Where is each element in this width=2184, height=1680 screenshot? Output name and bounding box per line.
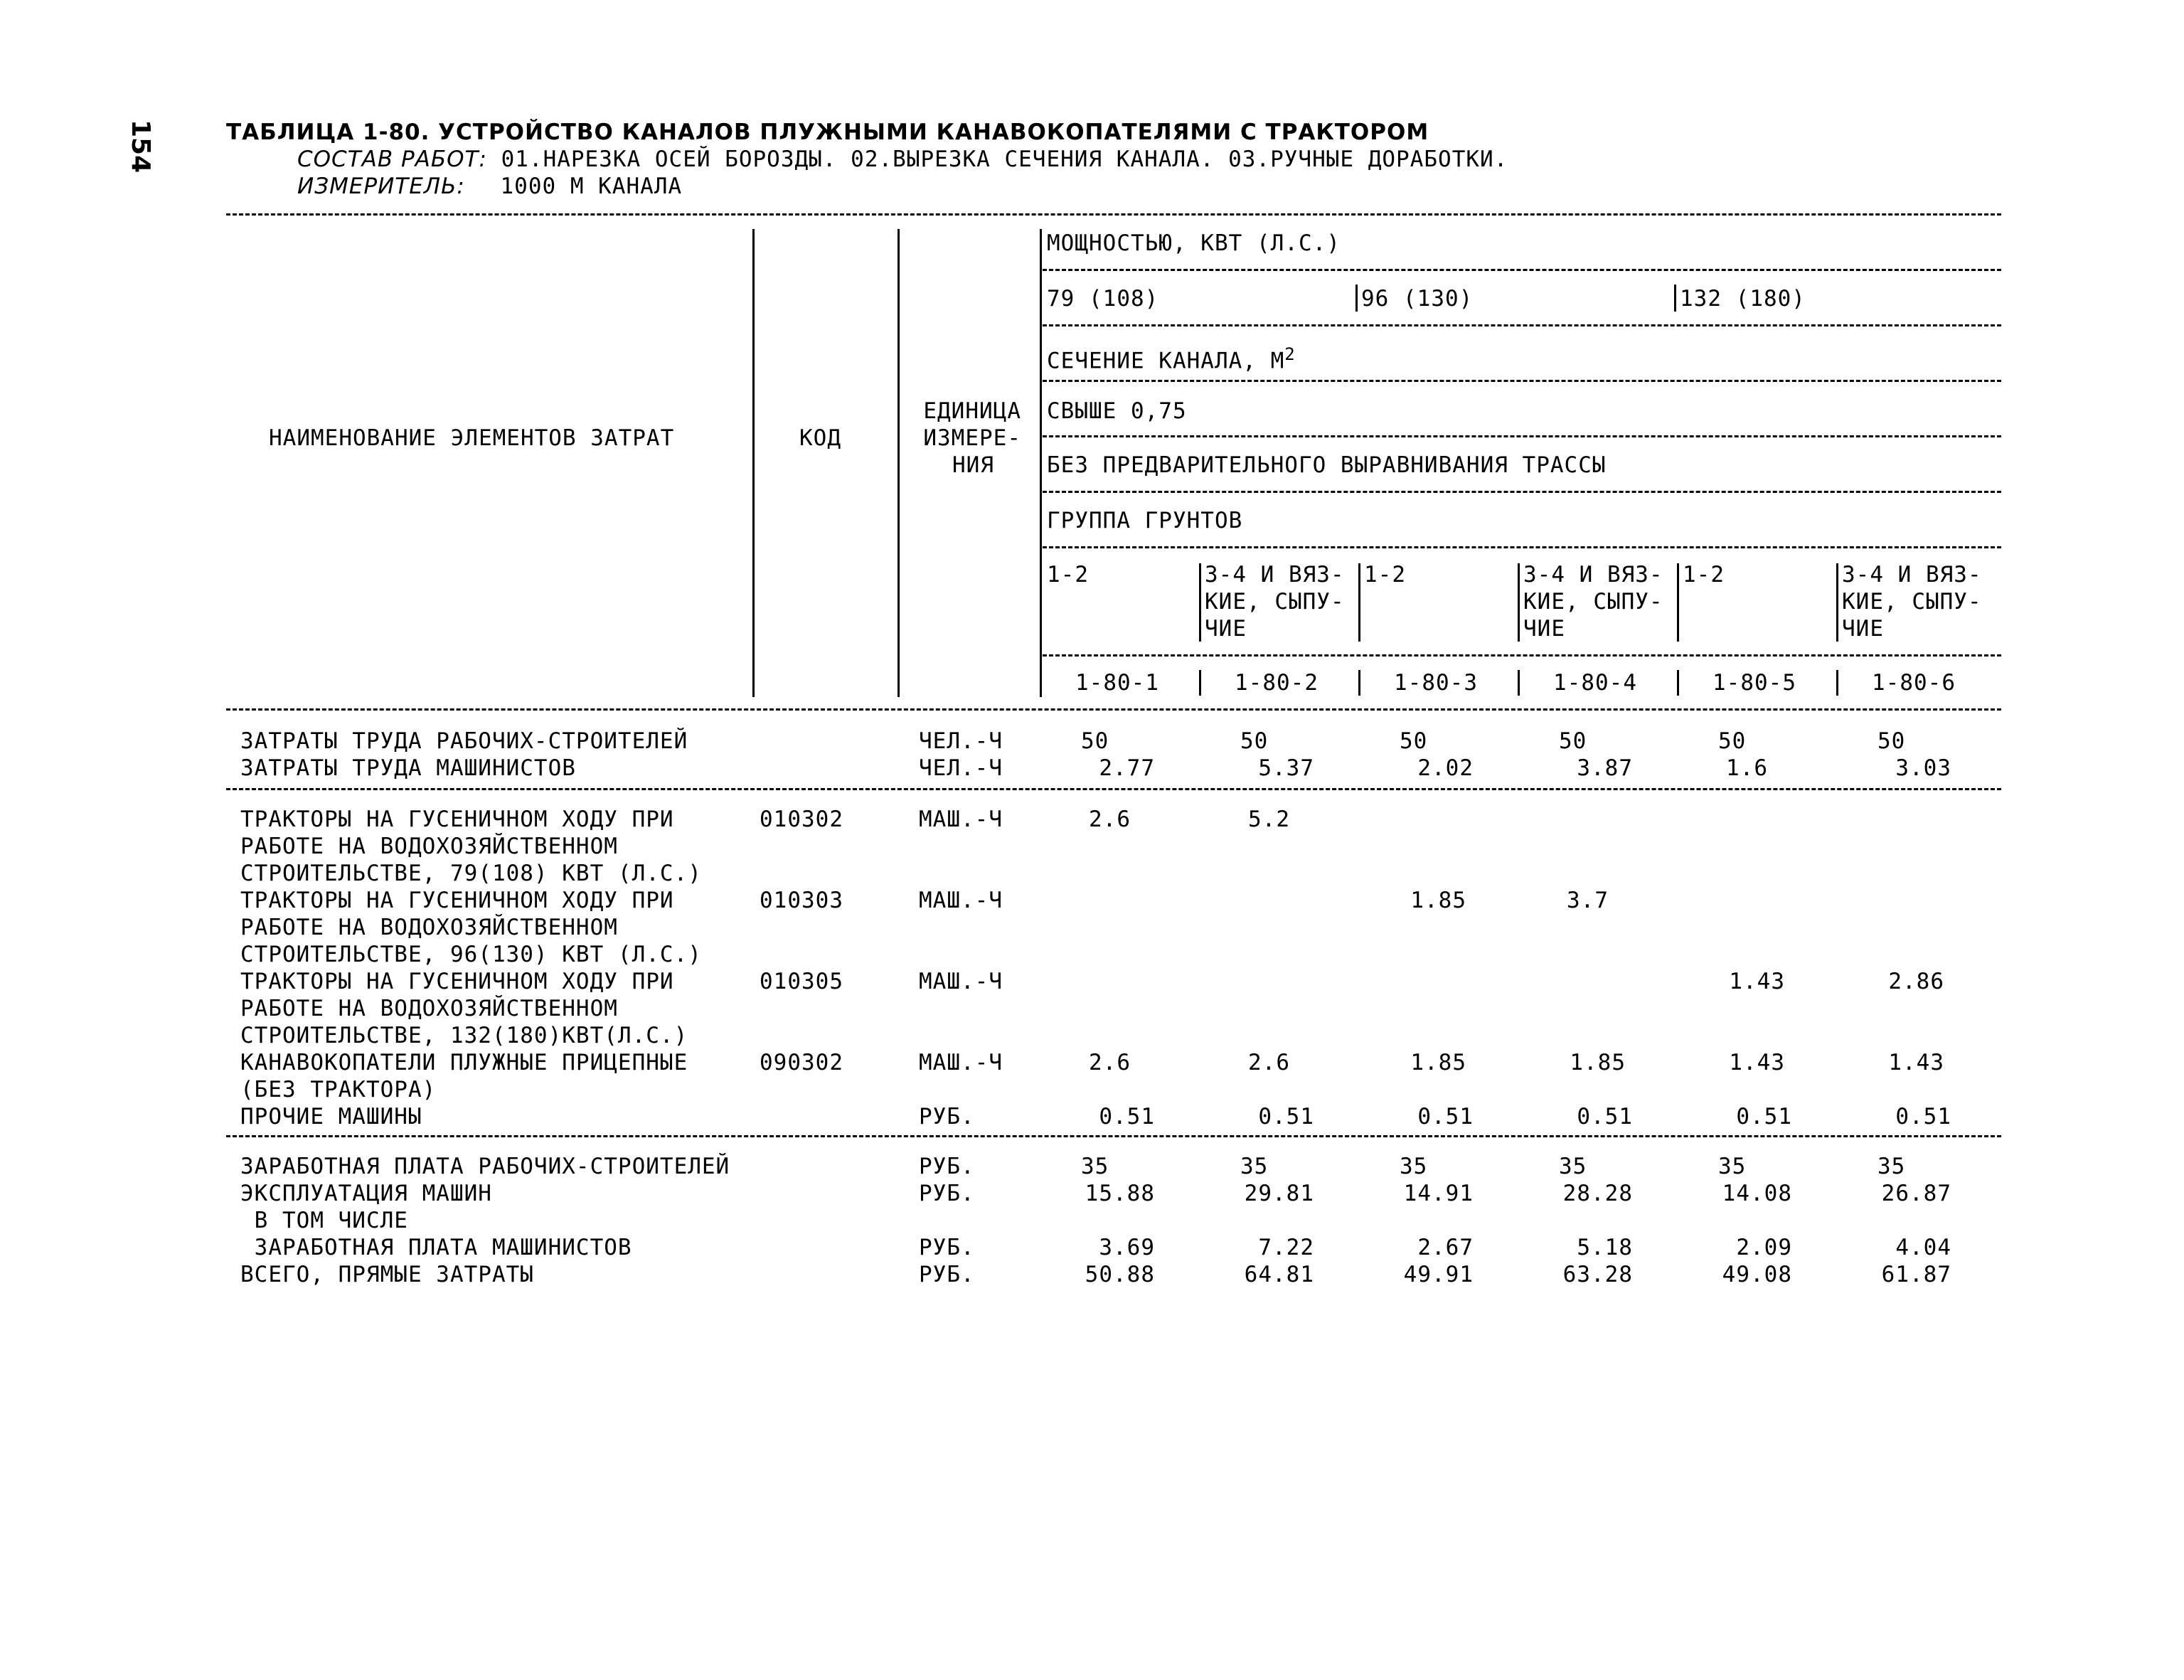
cost-row-1-unit: РУБ. bbox=[919, 1154, 975, 1179]
machine-row-2-v4: 3.7 bbox=[1567, 888, 1609, 913]
soil-b-3-l2: КИЕ, СЫПУ- bbox=[1842, 589, 1982, 615]
header-power: МОЩНОСТЬЮ, КВТ (Л.С.) bbox=[1047, 230, 1341, 256]
machine-row-1-name-3: СТРОИТЕЛЬСТВЕ, 79(108) КВТ (Л.С.) bbox=[240, 861, 702, 886]
cost-row-1-name: ЗАРАБОТНАЯ ПЛАТА РАБОЧИХ-СТРОИТЕЛЕЙ bbox=[240, 1154, 730, 1179]
soil-b-1-l2: КИЕ, СЫПУ- bbox=[1205, 589, 1345, 615]
cost-row-4-v4: 5.18 bbox=[1577, 1235, 1633, 1260]
machine-row-1-unit: МАШ.-Ч bbox=[919, 807, 1003, 832]
machine-row-1-name-1: ТРАКТОРЫ НА ГУСЕНИЧНОМ ХОДУ ПРИ bbox=[240, 807, 674, 832]
header-unit-2: ИЗМЕРЕ- bbox=[923, 425, 1021, 451]
code-3: 1-80-3 bbox=[1394, 670, 1478, 696]
table-title: ТАБЛИЦА 1-80. УСТРОЙСТВО КАНАЛОВ ПЛУЖНЫМИ КАНАВОКОПАТЕЛЯМИ С ТРАКТОРОМ bbox=[226, 119, 1429, 145]
cost-row-3-name: В ТОМ ЧИСЛЕ bbox=[240, 1208, 408, 1233]
header-soil-group: ГРУППА ГРУНТОВ bbox=[1047, 508, 1243, 533]
labor-row-1-v1: 50 bbox=[1081, 728, 1109, 754]
labor-row-1-v6: 50 bbox=[1877, 728, 1906, 754]
machine-row-5-v4: 0.51 bbox=[1577, 1104, 1633, 1129]
header-code: КОД bbox=[799, 425, 841, 451]
labor-row-1-name: ЗАТРАТЫ ТРУДА РАБОЧИХ-СТРОИТЕЛЕЙ bbox=[240, 728, 688, 754]
soil-divider-3 bbox=[1518, 563, 1520, 642]
labor-row-2-unit: ЧЕЛ.-Ч bbox=[919, 755, 1003, 781]
machine-row-2-code: 010303 bbox=[760, 888, 843, 913]
cost-row-4-v6: 4.04 bbox=[1895, 1235, 1951, 1260]
machine-row-1-v2: 5.2 bbox=[1248, 807, 1290, 832]
soil-divider-1 bbox=[1199, 563, 1201, 642]
labor-row-2-v5: 1.6 bbox=[1726, 755, 1768, 781]
cost-row-2-v1: 15.88 bbox=[1085, 1181, 1155, 1206]
soil-divider-5 bbox=[1836, 563, 1838, 642]
machine-row-3-name-1: ТРАКТОРЫ НА ГУСЕНИЧНОМ ХОДУ ПРИ bbox=[240, 969, 674, 994]
soil-divider-4 bbox=[1677, 563, 1679, 642]
cost-row-1-v6: 35 bbox=[1877, 1154, 1906, 1179]
cost-row-5-v2: 64.81 bbox=[1244, 1262, 1314, 1287]
cost-row-1-v1: 35 bbox=[1081, 1154, 1109, 1179]
cost-row-4-v5: 2.09 bbox=[1736, 1235, 1792, 1260]
machine-row-2-name-3: СТРОИТЕЛЬСТВЕ, 96(130) КВТ (Л.С.) bbox=[240, 942, 702, 967]
code-1: 1-80-1 bbox=[1075, 670, 1159, 696]
machine-row-1-v1: 2.6 bbox=[1089, 807, 1131, 832]
machine-row-4-v4: 1.85 bbox=[1570, 1050, 1626, 1075]
cost-row-2-v2: 29.81 bbox=[1244, 1181, 1314, 1206]
machine-row-5-unit: РУБ. bbox=[919, 1104, 975, 1129]
cost-row-4-v3: 2.67 bbox=[1417, 1235, 1474, 1260]
soil-b-3-l3: ЧИЕ bbox=[1842, 616, 1884, 642]
cost-row-4-name: ЗАРАБОТНАЯ ПЛАТА МАШИНИСТОВ bbox=[240, 1235, 632, 1260]
header-over: СВЫШЕ 0,75 bbox=[1047, 398, 1187, 424]
machine-row-4-code: 090302 bbox=[760, 1050, 843, 1075]
cost-row-2-v5: 14.08 bbox=[1722, 1181, 1792, 1206]
page-number: 154 bbox=[126, 119, 155, 174]
cost-row-2-name: ЭКСПЛУАТАЦИЯ МАШИН bbox=[240, 1181, 492, 1206]
soil-b-2-l1: 3-4 И ВЯЗ- bbox=[1523, 562, 1663, 588]
labor-row-2-name: ЗАТРАТЫ ТРУДА МАШИНИСТОВ bbox=[240, 755, 576, 781]
header-no-leveling: БЕЗ ПРЕДВАРИТЕЛЬНОГО ВЫРАВНИВАНИЯ ТРАССЫ bbox=[1047, 452, 1607, 478]
labor-bottom-rule bbox=[226, 788, 2001, 790]
code-divider-5 bbox=[1836, 670, 1838, 696]
header-bottom-rule bbox=[226, 708, 2001, 711]
cost-row-4-unit: РУБ. bbox=[919, 1235, 975, 1260]
soil-divider-2 bbox=[1358, 563, 1360, 642]
machine-row-4-v1: 2.6 bbox=[1089, 1050, 1131, 1075]
labor-row-1-v5: 50 bbox=[1718, 728, 1747, 754]
header-rule-7 bbox=[1043, 654, 2001, 656]
power-group-3: 132 (180) bbox=[1680, 286, 1806, 312]
machine-bottom-rule bbox=[226, 1135, 2001, 1137]
labor-row-2-v1: 2.77 bbox=[1099, 755, 1155, 781]
soil-b-1-l1: 3-4 И ВЯЗ- bbox=[1205, 562, 1345, 588]
cost-row-5-v1: 50.88 bbox=[1085, 1262, 1155, 1287]
power-divider-2 bbox=[1674, 285, 1676, 312]
code-divider-3 bbox=[1518, 670, 1520, 696]
col-divider-name bbox=[752, 229, 755, 697]
cost-row-2-v4: 28.28 bbox=[1562, 1181, 1633, 1206]
machine-row-4-name-2: (БЕЗ ТРАКТОРА) bbox=[240, 1077, 437, 1102]
header-rule-3 bbox=[1043, 380, 2001, 382]
power-divider-1 bbox=[1355, 285, 1358, 312]
code-4: 1-80-4 bbox=[1553, 670, 1637, 696]
soil-b-2-l3: ЧИЕ bbox=[1523, 616, 1565, 642]
machine-row-5-v2: 0.51 bbox=[1258, 1104, 1314, 1129]
cost-row-5-v4: 63.28 bbox=[1562, 1262, 1633, 1287]
code-5: 1-80-5 bbox=[1712, 670, 1796, 696]
machine-row-3-v6: 2.86 bbox=[1888, 969, 1944, 994]
code-divider-1 bbox=[1199, 670, 1201, 696]
labor-row-1-v3: 50 bbox=[1400, 728, 1428, 754]
cost-row-5-v3: 49.91 bbox=[1403, 1262, 1474, 1287]
machine-row-5-v6: 0.51 bbox=[1895, 1104, 1951, 1129]
cost-row-5-name: ВСЕГО, ПРЯМЫЕ ЗАТРАТЫ bbox=[240, 1262, 534, 1287]
machine-row-5-v3: 0.51 bbox=[1417, 1104, 1474, 1129]
measure-text: 1000 М КАНАЛА bbox=[500, 174, 683, 199]
col-divider-code bbox=[897, 229, 900, 697]
machine-row-4-name-1: КАНАВОКОПАТЕЛИ ПЛУЖНЫЕ ПРИЦЕПНЫЕ bbox=[240, 1050, 688, 1075]
cost-row-1-v4: 35 bbox=[1559, 1154, 1587, 1179]
soil-a-1: 1-2 bbox=[1047, 562, 1089, 588]
header-rule-5 bbox=[1043, 491, 2001, 493]
machine-row-1-name-2: РАБОТЕ НА ВОДОХОЗЯЙСТВЕННОМ bbox=[240, 834, 618, 859]
cost-row-1-v5: 35 bbox=[1718, 1154, 1747, 1179]
labor-row-1-unit: ЧЕЛ.-Ч bbox=[919, 728, 1003, 754]
machine-row-5-v5: 0.51 bbox=[1736, 1104, 1792, 1129]
machine-row-2-name-1: ТРАКТОРЫ НА ГУСЕНИЧНОМ ХОДУ ПРИ bbox=[240, 888, 674, 913]
work-label: СОСТАВ РАБОТ: bbox=[297, 147, 487, 172]
cost-row-2-unit: РУБ. bbox=[919, 1181, 975, 1206]
cost-row-4-v1: 3.69 bbox=[1099, 1235, 1155, 1260]
header-rule-6 bbox=[1043, 546, 2001, 548]
cost-row-5-v5: 49.08 bbox=[1722, 1262, 1792, 1287]
section-sup: 2 bbox=[1284, 344, 1296, 364]
work-composition bbox=[297, 147, 1508, 172]
cost-row-4-v2: 7.22 bbox=[1258, 1235, 1314, 1260]
cost-row-5-unit: РУБ. bbox=[919, 1262, 975, 1287]
code-divider-4 bbox=[1677, 670, 1679, 696]
machine-row-3-unit: МАШ.-Ч bbox=[919, 969, 1003, 994]
machine-row-2-v3: 1.85 bbox=[1410, 888, 1466, 913]
power-group-1: 79 (108) bbox=[1047, 286, 1159, 312]
machine-row-4-unit: МАШ.-Ч bbox=[919, 1050, 1003, 1075]
machine-row-2-name-2: РАБОТЕ НА ВОДОХОЗЯЙСТВЕННОМ bbox=[240, 915, 618, 940]
machine-row-3-code: 010305 bbox=[760, 969, 843, 994]
measure-line bbox=[297, 174, 682, 199]
machine-row-2-unit: МАШ.-Ч bbox=[919, 888, 1003, 913]
machine-row-4-v6: 1.43 bbox=[1888, 1050, 1944, 1075]
machine-row-4-v2: 2.6 bbox=[1248, 1050, 1290, 1075]
header-section bbox=[1047, 341, 1296, 373]
labor-row-2-v3: 2.02 bbox=[1417, 755, 1474, 781]
machine-row-3-v5: 1.43 bbox=[1729, 969, 1785, 994]
power-group-2: 96 (130) bbox=[1361, 286, 1474, 312]
cost-row-1-v2: 35 bbox=[1240, 1154, 1269, 1179]
labor-row-2-v6: 3.03 bbox=[1895, 755, 1951, 781]
soil-a-3: 1-2 bbox=[1683, 562, 1725, 588]
measure-label: ИЗМЕРИТЕЛЬ: bbox=[297, 174, 465, 199]
cost-row-5-v6: 61.87 bbox=[1881, 1262, 1951, 1287]
code-2: 1-80-2 bbox=[1235, 670, 1319, 696]
code-6: 1-80-6 bbox=[1872, 670, 1956, 696]
soil-b-3-l1: 3-4 И ВЯЗ- bbox=[1842, 562, 1982, 588]
work-text: 01.НАРЕЗКА ОСЕЙ БОРОЗДЫ. 02.ВЫРЕЗКА СЕЧЕНИЯ КАНАЛА. 03.РУЧНЫЕ ДОРАБОТКИ. bbox=[501, 147, 1508, 172]
machine-row-5-v1: 0.51 bbox=[1099, 1104, 1155, 1129]
machine-row-5-name-1: ПРОЧИЕ МАШИНЫ bbox=[240, 1104, 422, 1129]
soil-a-2: 1-2 bbox=[1364, 562, 1406, 588]
machine-row-3-name-2: РАБОТЕ НА ВОДОХОЗЯЙСТВЕННОМ bbox=[240, 996, 618, 1021]
machine-row-4-v3: 1.85 bbox=[1410, 1050, 1466, 1075]
col-divider-unit bbox=[1040, 229, 1042, 697]
machine-row-4-v5: 1.43 bbox=[1729, 1050, 1785, 1075]
cost-row-2-v6: 26.87 bbox=[1881, 1181, 1951, 1206]
labor-row-2-v2: 5.37 bbox=[1258, 755, 1314, 781]
header-rule-1 bbox=[1043, 269, 2001, 271]
cost-row-2-v3: 14.91 bbox=[1403, 1181, 1474, 1206]
section-text: СЕЧЕНИЕ КАНАЛА, М bbox=[1047, 348, 1285, 374]
machine-row-3-name-3: СТРОИТЕЛЬСТВЕ, 132(180)КВТ(Л.С.) bbox=[240, 1023, 688, 1048]
table-top-rule bbox=[226, 213, 2001, 216]
header-unit-3: НИЯ bbox=[952, 452, 994, 478]
cost-row-1-v3: 35 bbox=[1400, 1154, 1428, 1179]
soil-b-2-l2: КИЕ, СЫПУ- bbox=[1523, 589, 1663, 615]
header-unit-1: ЕДИНИЦА bbox=[923, 398, 1021, 424]
labor-row-1-v4: 50 bbox=[1559, 728, 1587, 754]
labor-row-2-v4: 3.87 bbox=[1577, 755, 1633, 781]
code-divider-2 bbox=[1358, 670, 1360, 696]
labor-row-1-v2: 50 bbox=[1240, 728, 1269, 754]
header-rule-4 bbox=[1043, 435, 2001, 437]
header-name: НАИМЕНОВАНИЕ ЭЛЕМЕНТОВ ЗАТРАТ bbox=[269, 425, 675, 451]
soil-b-1-l3: ЧИЕ bbox=[1205, 616, 1247, 642]
header-rule-2 bbox=[1043, 324, 2001, 326]
machine-row-1-code: 010302 bbox=[760, 807, 843, 832]
